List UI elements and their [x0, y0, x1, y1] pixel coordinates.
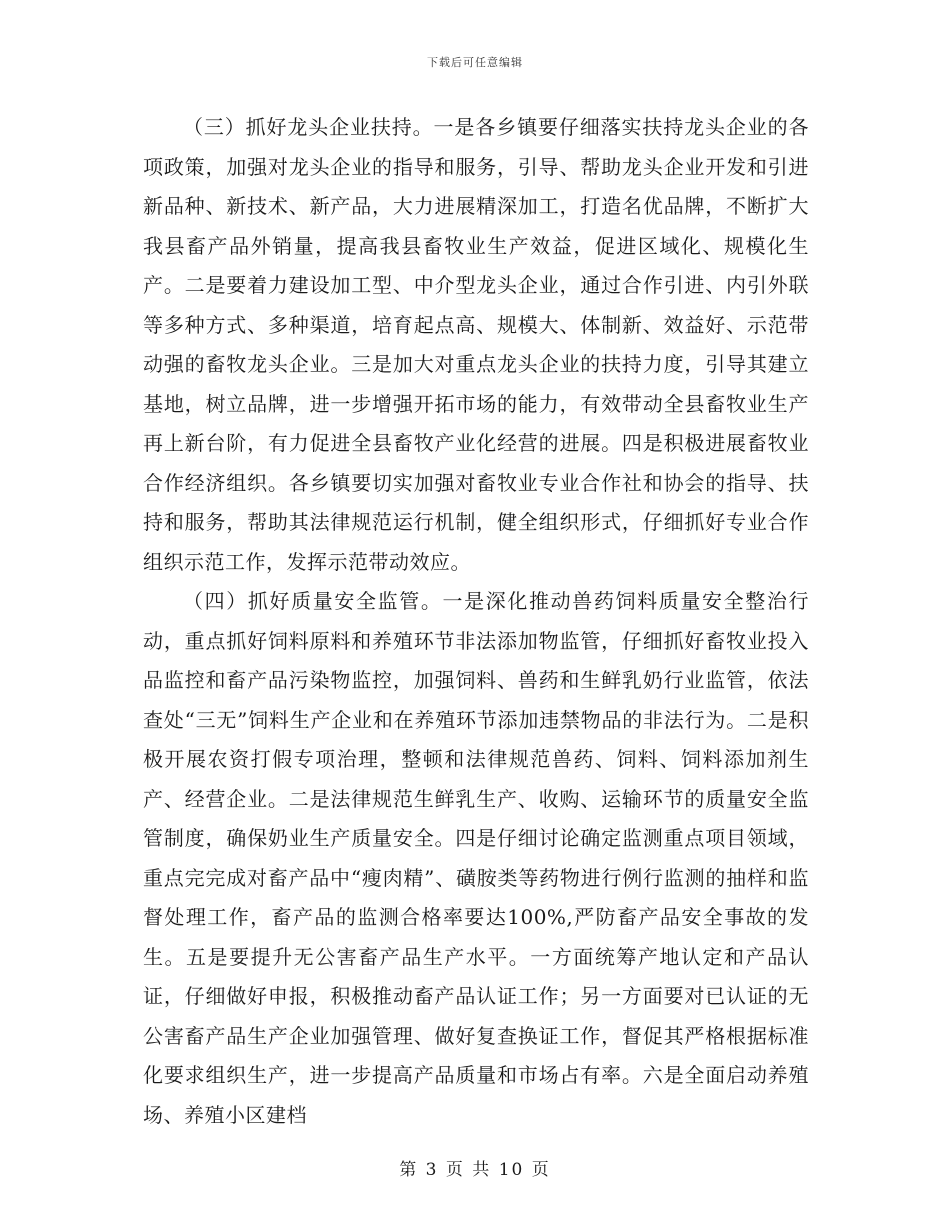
document-body	[143, 108, 809, 1135]
paragraph-leading-enterprise-support: （三）抓好龙头企业扶持。一是各乡镇要仔细落实扶持龙头企业的各项政策，加强对龙头企业的指导和服务，引导、帮助龙头企业开发和引进新品种、新技术、新产品，大力进展精深加工，打造名优品牌，不断扩大我县畜产品外销量，提高我县畜牧业生产效益，促进区域化、规模化生产。二是要着力建设加工型、中介型龙头企业，通过合作引进、内引外联等多种方式、多种渠道，培育起点高、规模大、体制新、效益好、示范带动强的畜牧龙头企业。三是加大对重点龙头企业的扶持力度，引导其建立基地，树立品牌，进一步增强开拓市场的能力，有效带动全县畜牧业生产再上新台阶，有力促进全县畜牧产业化经营的进展。四是积极进展畜牧业合作经济组织。各乡镇要切实加强对畜牧业专业合作社和协会的指导、扶持和服务，帮助其法律规范运行机制，健全组织形式，仔细抓好专业合作组织示范工作，发挥示范带动效应。	[143, 115, 809, 574]
page-footer: 第 3 页 共 10 页	[399, 1160, 551, 1180]
page-header: 下载后可任意编辑	[427, 56, 523, 69]
paragraph-quality-safety-supervision: （四）抓好质量安全监管。一是深化推动兽药饲料质量安全整治行动，重点抓好饲料原料和养殖环节非法添加物监管，仔细抓好畜牧业投入品监控和畜产品污染物监控，加强饲料、兽药和生鲜乳奶行业监管，依法查处“三无”饲料生产企业和在养殖环节添加违禁物品的非法行为。二是积极开展农资打假专项治理，整顿和法律规范兽药、饲料、饲料添加剂生产、经营企业。二是法律规范生鲜乳生产、收购、运输环节的质量安全监管制度，确保奶业生产质量安全。四是仔细讨论确定监测重点项目领域，重点完完成对畜产品中“瘦肉精”、磺胺类等药物进行例行监测的抽样和监督处理工作，畜产品的监测合格率要达100%,严防畜产品安全事故的发生。五是要提升无公害畜产品生产水平。一方面统筹产地认定和产品认证，仔细做好申报，积极推动畜产品认证工作；另一方面要对已认证的无公害畜产品生产企业加强管理、做好复查换证工作，督促其严格根据标准化要求组织生产，进一步提高产品质量和市场占有率。六是全面启动养殖场、养殖小区建档	[143, 589, 809, 1127]
